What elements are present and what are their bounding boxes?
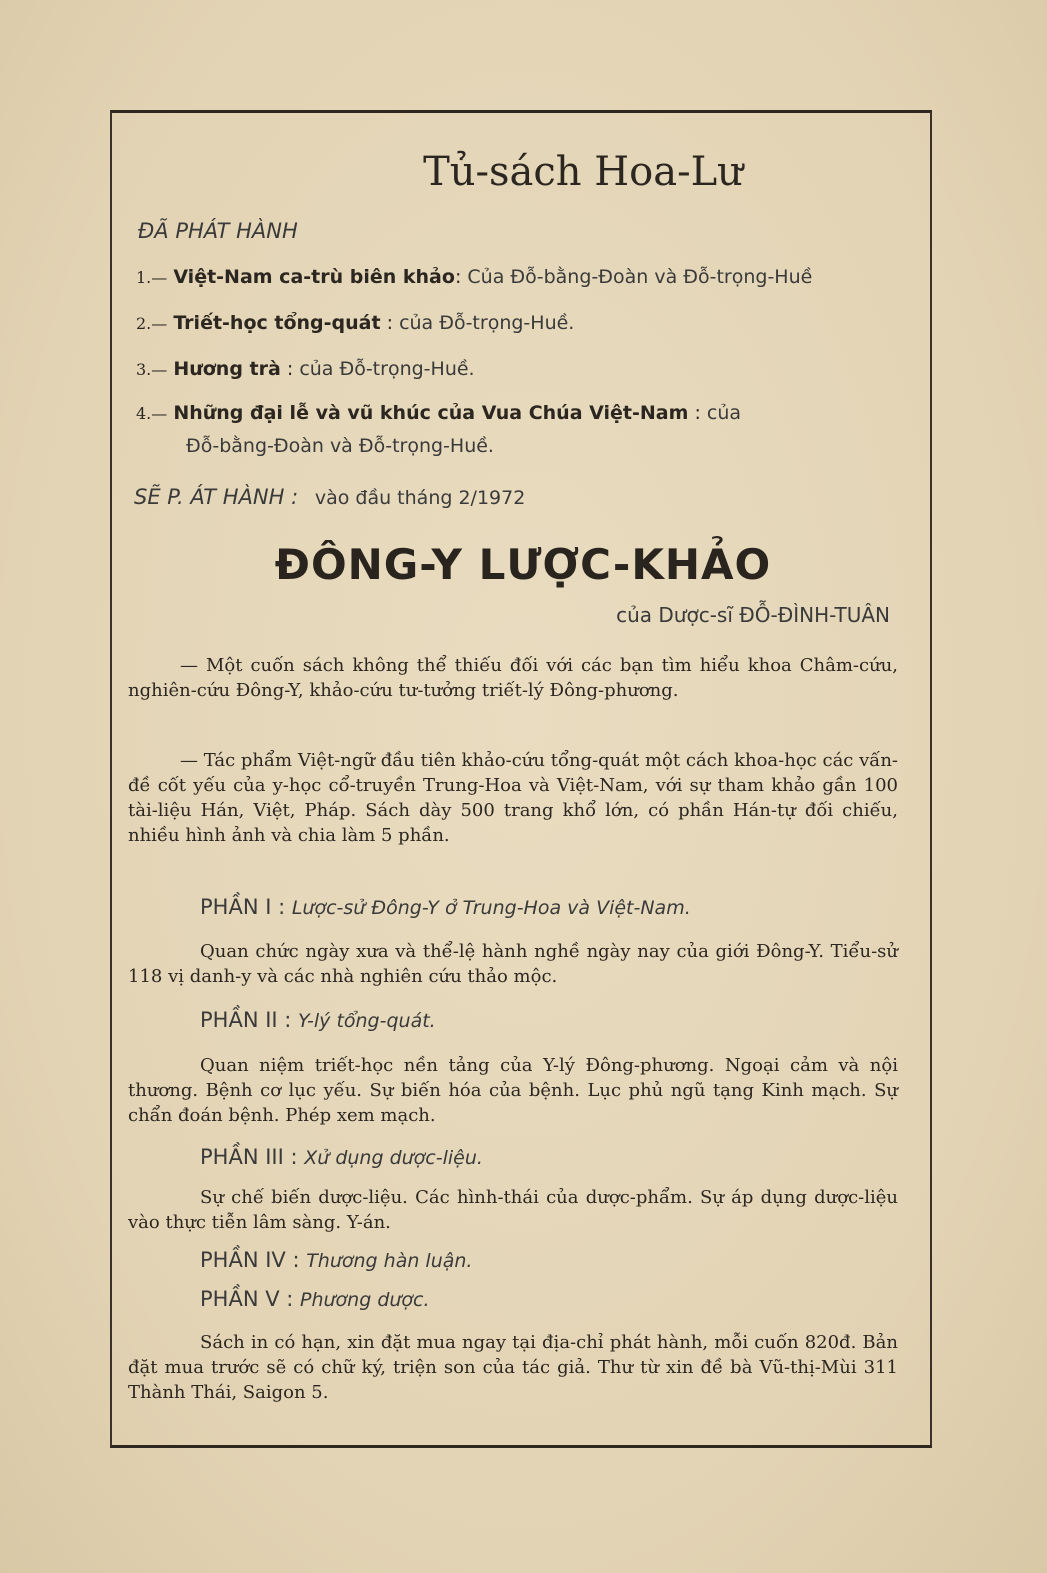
part-2-heading: PHẦN II : Y-lý tổng-quát. [200,1008,436,1032]
published-item-1: 1.— Việt-Nam ca-trù biên khảo: Của Đỗ-bằng-Đoàn và Đỗ-trọng-Huề [136,266,813,288]
part-5-heading: PHẦN V : Phương dược. [200,1287,430,1311]
book-author: của Đỗ-trọng-Huề. [299,358,475,380]
advertisement-frame [110,110,932,1448]
published-item-3: 3.— Hương trà : của Đỗ-trọng-Huề. [136,358,475,380]
published-item-2: 2.— Triết-học tổng-quát : của Đỗ-trọng-Huề. [136,312,575,334]
book-author: của [706,402,742,424]
book-title: Triết-học tổng-quát [173,312,381,334]
description-paragraph-1: — Một cuốn sách không thể thiếu đối với các bạn tìm hiểu khoa Châm-cứu, nghiên-cứu Đông-Y, khảo-cứu tư-tưởng triết-lý Đông-phương. [128,655,898,701]
description-paragraph-2: — Tác phẩm Việt-ngữ đầu tiên khảo-cứu tổng-quát một cách khoa-học các vấn-đề cốt yếu của y-học cổ-truyền Trung-Hoa và Việt-Nam, với sự tham khảo gần 100 tài-liệu Hán, Việt, Pháp. Sách dày 500 trang khổ lớn, có phần Hán-tự đối chiếu, nhiều hình ảnh và chia làm 5 phần. [128,750,898,846]
book-title: Những đại lễ và vũ khúc của Vua Chúa Việt-Nam [173,402,689,424]
book-title: Hương trà [173,358,281,380]
published-label: ĐÃ PHÁT HÀNH [138,219,298,243]
part-1-heading: PHẦN I : Lược-sử Đông-Y ở Trung-Hoa và Việt-Nam. [200,895,691,919]
part-1-desc: Quan chức ngày xưa và thể-lệ hành nghề ngày nay của giới Đông-Y. Tiểu-sử 118 vị danh-y và các nhà nghiên cứu thảo mộc. [128,941,898,987]
featured-book-author: của Dược-sĩ ĐỖ-ĐÌNH-TUÂN [616,603,890,627]
book-author: Của Đỗ-bằng-Đoàn và Đỗ-trọng-Huề [467,266,813,288]
part-3-heading: PHẦN III : Xử dụng dược-liệu. [200,1145,483,1169]
series-title: Tủ-sách Hoa-Lư [423,149,743,195]
part-title: Xử dụng dược-liệu. [304,1147,483,1169]
part-title: Lược-sử Đông-Y ở Trung-Hoa và Việt-Nam. [291,897,691,919]
part-3-desc: Sự chế biến dược-liệu. Các hình-thái của dược-phẩm. Sự áp dụng dược-liệu vào thực tiễn lâm sàng. Y-án. [128,1187,898,1233]
part-4-heading: PHẦN IV : Thương hàn luận. [200,1248,473,1272]
upcoming-label: SẼ P. ÁT HÀNH : [134,485,299,509]
part-title: Thương hàn luận. [306,1250,473,1272]
part-title: Phương dược. [300,1289,430,1311]
book-author: của Đỗ-trọng-Huề. [399,312,575,334]
upcoming-date: vào đầu tháng 2/1972 [314,487,526,509]
part-title: Y-lý tổng-quát. [298,1010,436,1032]
published-item-4: 4.— Những đại lễ và vũ khúc của Vua Chúa Việt-Nam : của Đỗ-bằng-Đoàn và Đỗ-trọng-Huề. [136,397,906,463]
book-author-cont: Đỗ-bằng-Đoàn và Đỗ-trọng-Huề. [186,435,494,457]
book-title: Việt-Nam ca-trù biên khảo [173,266,455,288]
order-note: Sách in có hạn, xin đặt mua ngay tại địa-chỉ phát hành, mỗi cuốn 820đ. Bản đặt mua trước sẽ có chữ ký, triện son của tác giả. Thư từ xin đề bà Vũ-thị-Mùi 311 Thành Thái, Saigon 5. [128,1332,898,1403]
featured-book-title: ĐÔNG-Y LƯỢC-KHẢO [274,540,772,589]
upcoming-line [134,485,525,509]
part-2-desc: Quan niệm triết-học nền tảng của Y-lý Đông-phương. Ngoại cảm và nội thương. Bệnh cơ lục yếu. Sự biến hóa của bệnh. Lục phủ ngũ tạng Kinh mạch. Sự chẩn đoán bệnh. Phép xem mạch. [128,1055,898,1126]
